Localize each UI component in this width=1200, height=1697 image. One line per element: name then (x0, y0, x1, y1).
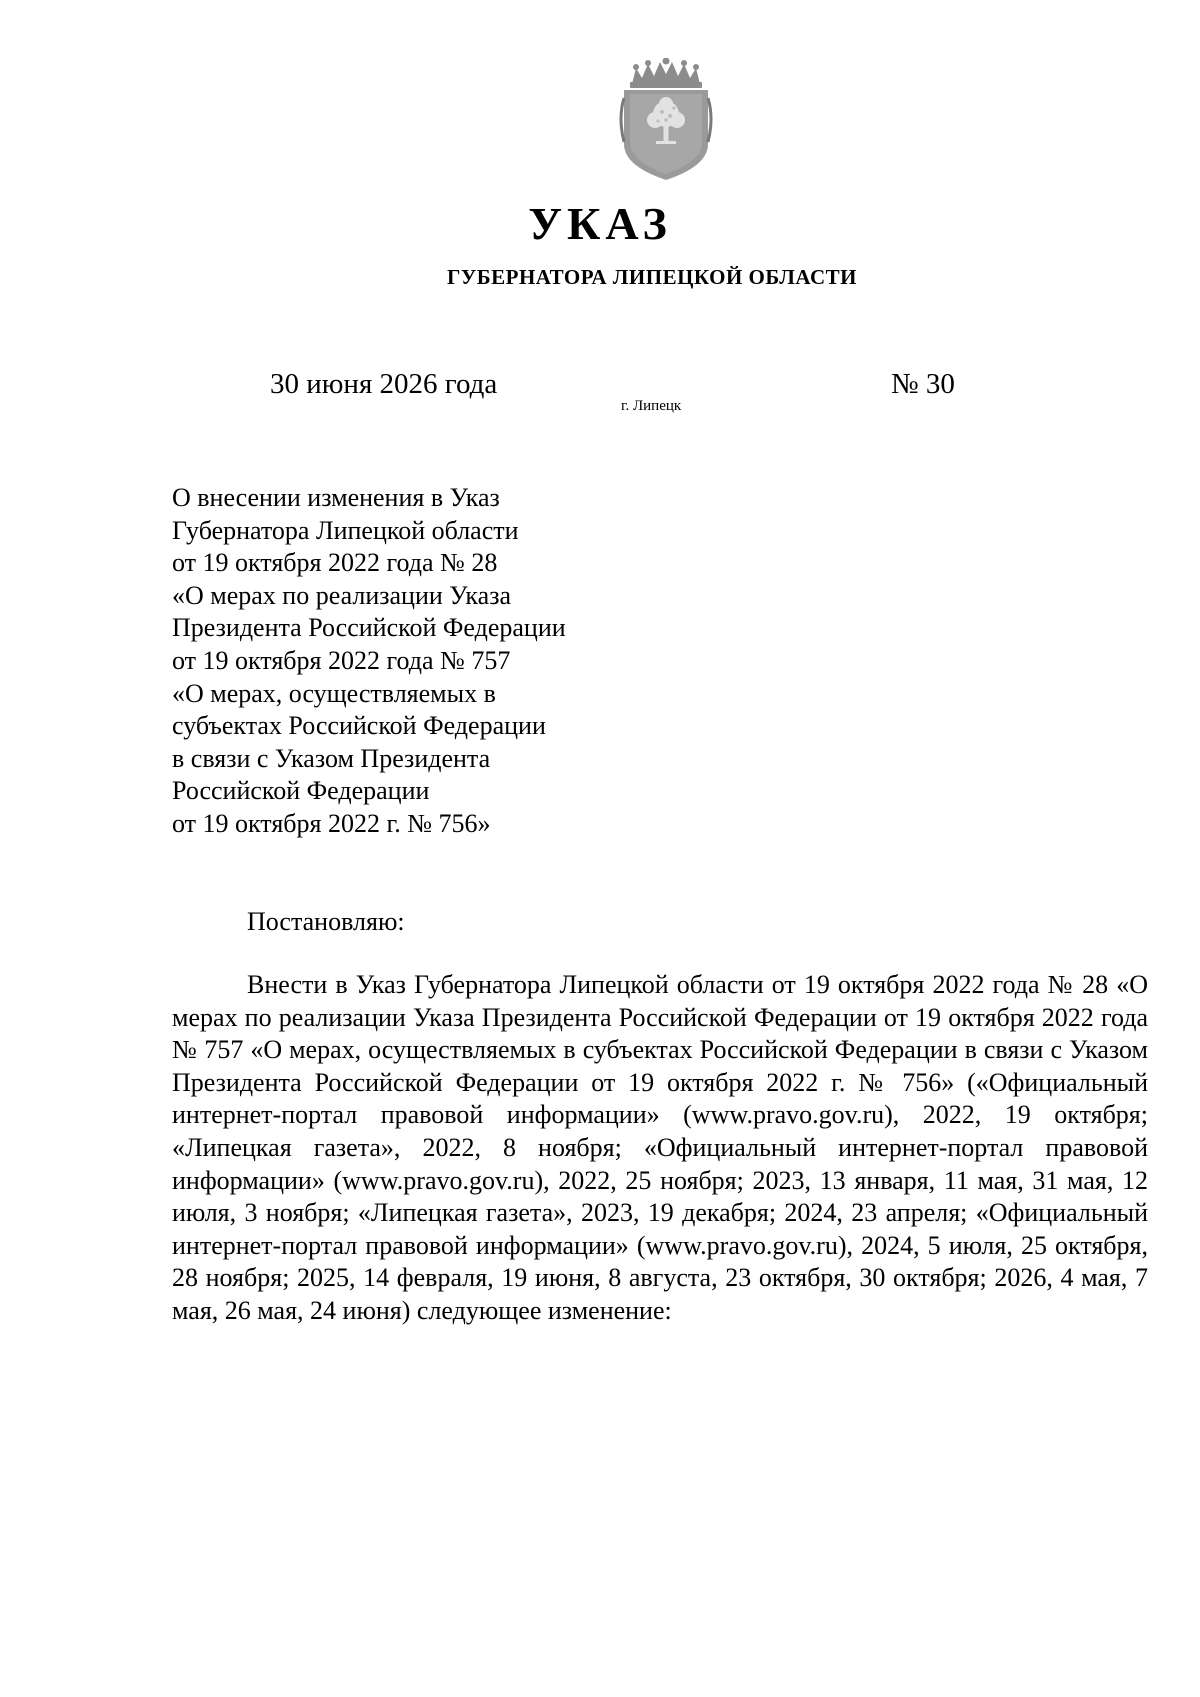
document-heading (172, 482, 566, 841)
body-paragraph: Внести в Указ Губернатора Липецкой области от 19 октября 2022 года № 28 «О мерах по реализации Указа Президента Российской Федерации от 19 октября 2022 года № 757 «О мерах, осуществляемых в субъектах Российской Федерации в связи с Указом Президента Российской Федерации от 19 октября 2022 г. № 756» («Официальный интернет-портал правовой информации» (www.pravo.gov.ru), 2022, 19 октября; «Липецкая газета», 2022, 8 ноября; «Официальный интернет-портал правовой информации» (www.pravo.gov.ru), 2022, 25 ноября; 2023, 13 января, 11 мая, 31 мая, 12 июля, 3 ноября; «Липецкая газета», 2023, 19 декабря; 2024, 23 апреля; «Официальный интернет-портал правовой информации» (www.pravo.gov.ru), 2024, 5 июля, 25 октября, 28 ноября; 2025, 14 февраля, 19 июня, 8 августа, 23 октября, 30 октября; 2026, 4 мая, 7 мая, 26 мая, 24 июня) следующее изменение: (172, 970, 1148, 1325)
heading-line: Президента Российской Федерации (172, 613, 566, 643)
heading-line: Губернатора Липецкой области (172, 515, 519, 545)
heading-line: в связи с Указом Президента (172, 743, 491, 773)
heading-line: «О мерах по реализации Указа (172, 580, 512, 610)
heading-line: от 19 октября 2022 г. № 756» (172, 808, 491, 838)
document-subtitle: ГУБЕРНАТОРА ЛИПЕЦКОЙ ОБЛАСТИ (446, 265, 858, 289)
document-city: г. Липецк (621, 398, 682, 414)
decree-word: Постановляю: (247, 907, 405, 936)
document-number: № 30 (891, 368, 955, 400)
document-date: 30 июня 2026 года (270, 368, 498, 400)
heading-line: от 19 октября 2022 года № 757 (172, 645, 511, 675)
coat-of-arms-icon (618, 58, 714, 182)
heading-line: О внесении изменения в Указ (172, 483, 500, 512)
heading-line: от 19 октября 2022 года № 28 (172, 548, 498, 578)
document-title: УКАЗ (528, 198, 672, 249)
heading-line: «О мерах, осуществляемых в (172, 678, 496, 708)
heading-line: субъектах Российской Федерации (172, 711, 546, 741)
heading-line: Российской Федерации (172, 776, 430, 806)
